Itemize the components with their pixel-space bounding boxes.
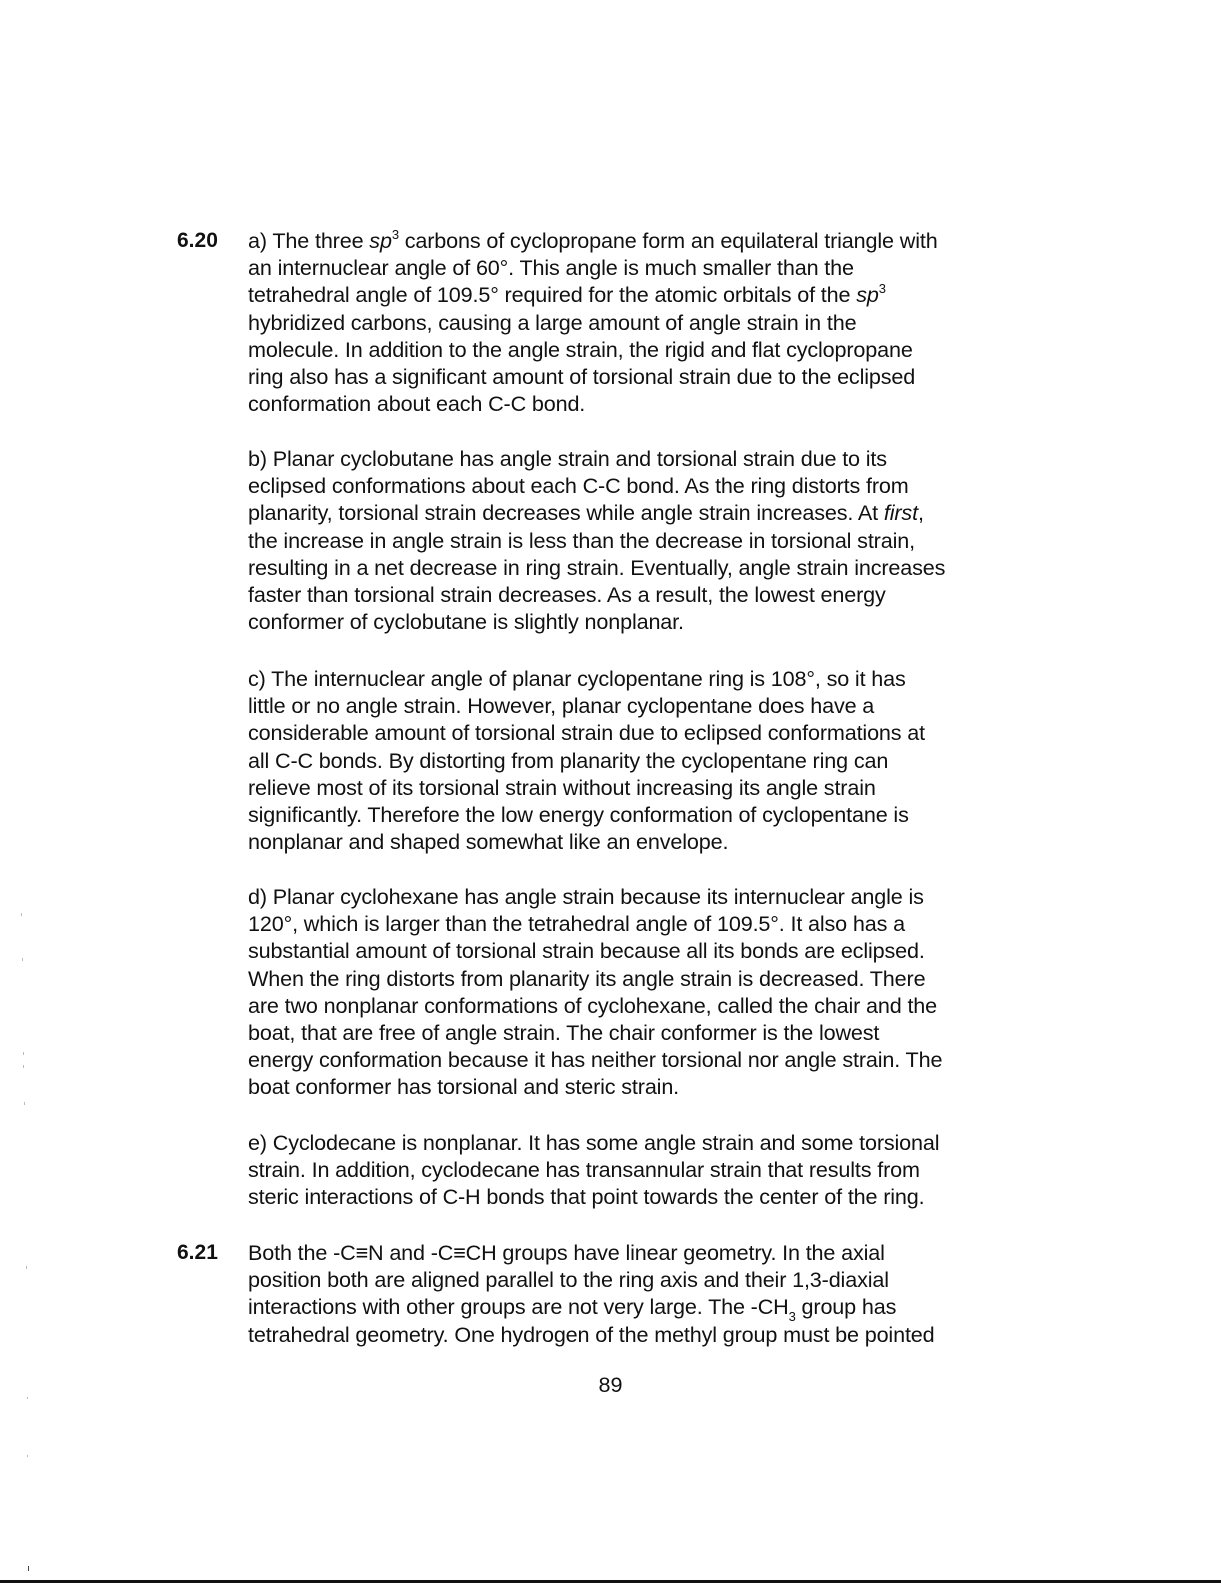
text-line: are two nonplanar conformations of cyclohexane, called the chair and the xyxy=(248,992,938,1018)
text-line: eclipsed conformations about each C-C bond. As the ring distorts from xyxy=(248,473,909,499)
text-line: all C-C bonds. By distorting from planarity the cyclopentane ring can xyxy=(248,747,889,773)
italic-text: sp xyxy=(369,228,392,253)
answer-part-d xyxy=(248,883,1068,1101)
page-number: 89 xyxy=(598,1372,623,1397)
text-line: a) The three $sp^3$ carbons of cyclopropane form an equilateral triangle with xyxy=(248,226,938,253)
text-line: conformer of cyclobutane is slightly nonplanar. xyxy=(248,609,684,635)
italic-text: first xyxy=(883,500,918,526)
text-line: tetrahedral geometry. One hydrogen of the methyl group must be pointed xyxy=(248,1321,935,1347)
text-line: considerable amount of torsional strain due to eclipsed conformations at xyxy=(248,720,925,746)
text-line: ring also has a significant amount of torsional strain due to the eclipsed xyxy=(248,364,916,390)
text-line: boat, that are free of angle strain. The chair conformer is the lowest xyxy=(248,1020,880,1046)
text-line: little or no angle strain. However, planar cyclopentane does have a xyxy=(248,693,875,719)
text-line: relieve most of its torsional strain without increasing its angle strain xyxy=(248,774,876,800)
text-line: an internuclear angle of 60°. This angle is much smaller than the xyxy=(248,255,854,281)
text-line: strain. In addition, cyclodecane has transannular strain that results from xyxy=(248,1157,920,1183)
text-line: tetrahedral angle of 109.5° required for the atomic orbitals of the $sp^3$ xyxy=(248,281,886,308)
text-line: steric interactions of C-H bonds that point towards the center of the ring. xyxy=(248,1184,925,1210)
problem-number: 6.21 xyxy=(177,1241,218,1264)
scan-speck xyxy=(28,1566,29,1571)
scan-speck xyxy=(23,1065,24,1068)
text-line: boat conformer has torsional and steric strain. xyxy=(248,1074,680,1100)
subscript: 3 xyxy=(788,1308,796,1324)
text-line: position both are aligned parallel to the ring axis and their 1,3-diaxial xyxy=(248,1267,889,1293)
scan-speck xyxy=(24,1102,25,1105)
answer-part-e xyxy=(248,1129,1068,1211)
text-line: 120°, which is larger than the tetrahedral angle of 109.5°. It also has a xyxy=(248,911,905,937)
text-line: nonplanar and shaped somewhat like an envelope. xyxy=(248,829,729,855)
text-line: e) Cyclodecane is nonplanar. It has some angle strain and some torsional xyxy=(248,1130,940,1155)
text-line: d) Planar cyclohexane has angle strain because its internuclear angle is xyxy=(248,884,924,909)
answer-part-a xyxy=(248,227,1068,417)
scan-speck xyxy=(27,1397,28,1399)
text-line: c) The internuclear angle of planar cyclopentane ring is 108°, so it has xyxy=(248,666,906,691)
text-line: resulting in a net decrease in ring strain. Eventually, angle strain increases xyxy=(248,554,946,580)
text-line: planarity, torsional strain decreases while angle strain increases. At first, xyxy=(248,500,924,526)
text-line: energy conformation because it has neither torsional nor angle strain. The xyxy=(248,1047,943,1073)
answer-part-c xyxy=(248,665,1068,855)
scan-speck xyxy=(22,958,23,961)
text-line: substantial amount of torsional strain because all its bonds are eclipsed. xyxy=(248,938,925,964)
superscript: 3 xyxy=(878,281,886,297)
answer-body xyxy=(248,1239,1068,1348)
text-line: faster than torsional strain decreases. As a result, the lowest energy xyxy=(248,582,886,608)
scan-speck xyxy=(27,1455,28,1457)
answer-part-b xyxy=(248,445,1068,635)
text-line: b) Planar cyclobutane has angle strain and torsional strain due to its xyxy=(248,446,887,471)
text-line: conformation about each C-C bond. xyxy=(248,391,586,417)
scan-speck xyxy=(21,913,22,916)
italic-text: sp xyxy=(856,282,879,308)
problem-number: 6.20 xyxy=(177,229,218,252)
text-line: the increase in angle strain is less than the decrease in torsional strain, xyxy=(248,527,915,553)
text-line: When the ring distorts from planarity its angle strain is decreased. There xyxy=(248,965,926,991)
text-line: molecule. In addition to the angle strain, the rigid and flat cyclopropane xyxy=(248,336,913,362)
text-line: significantly. Therefore the low energy conformation of cyclopentane is xyxy=(248,802,909,828)
text-line: Both the -C≡N and -C≡CH groups have linear geometry. In the axial xyxy=(248,1240,885,1265)
scan-speck xyxy=(23,1052,24,1055)
scan-speck xyxy=(26,1266,27,1269)
text-line: hybridized carbons, causing a large amount of angle strain in the xyxy=(248,309,857,335)
text-line: interactions with other groups are not very large. The $-CH_3$ group has xyxy=(248,1294,897,1324)
superscript: 3 xyxy=(391,226,399,242)
